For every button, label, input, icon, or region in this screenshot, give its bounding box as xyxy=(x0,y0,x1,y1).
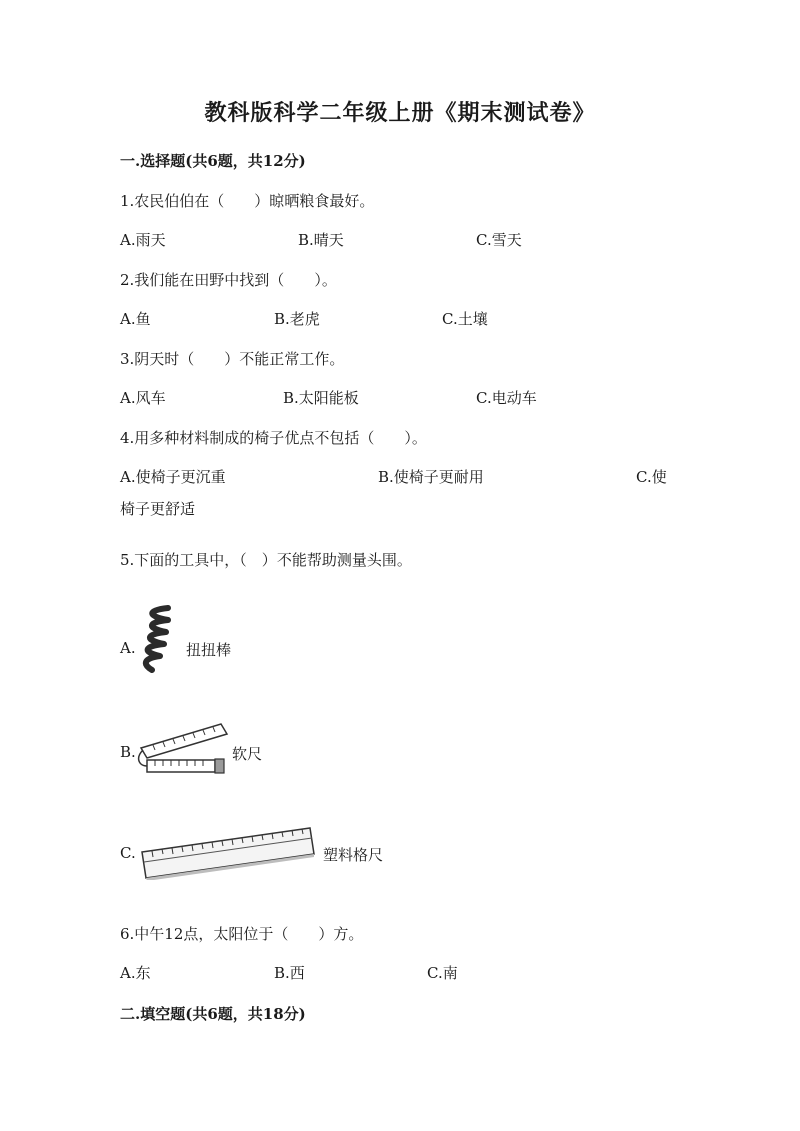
q5-option-c-letter[interactable]: C. xyxy=(120,844,136,862)
q6-option-c[interactable]: C.南 xyxy=(427,964,458,982)
page-title: 教科版科学二年级上册《期末测试卷》 xyxy=(204,100,596,126)
q5-option-a-label: 扭扭棒 xyxy=(186,641,232,659)
pipe-cleaner-icon xyxy=(138,602,180,674)
q4-option-c-continued: 椅子更舒适 xyxy=(120,500,196,518)
question-3: 3.阴天时（ ）不能正常工作。 xyxy=(120,350,345,368)
question-5: 5.下面的工具中，（ ）不能帮助测量头围。 xyxy=(120,551,412,569)
q1-option-a[interactable]: A.雨天 xyxy=(120,231,166,249)
q4-option-c[interactable]: C.使 xyxy=(636,468,667,486)
q6-option-a[interactable]: A.东 xyxy=(120,964,151,982)
question-4: 4.用多种材料制成的椅子优点不包括（ ）。 xyxy=(120,429,427,447)
q5-option-b-label: 软尺 xyxy=(232,745,263,763)
q4-option-b[interactable]: B.使椅子更耐用 xyxy=(378,468,484,486)
q4-option-a[interactable]: A.使椅子更沉重 xyxy=(120,468,226,486)
q1-option-b[interactable]: B.晴天 xyxy=(298,231,344,249)
q5-option-a-letter[interactable]: A. xyxy=(120,639,136,657)
q5-option-c-label: 塑料格尺 xyxy=(323,846,384,864)
q3-option-c[interactable]: C.电动车 xyxy=(476,389,537,407)
q2-option-c[interactable]: C.土壤 xyxy=(442,310,488,328)
question-1: 1.农民伯伯在（ ）晾晒粮食最好。 xyxy=(120,192,375,210)
section-heading-fill: 二.填空题(共6题，共18分) xyxy=(120,1005,306,1023)
q5-option-b-letter[interactable]: B. xyxy=(120,743,136,761)
tape-measure-icon xyxy=(137,720,229,776)
question-2: 2.我们能在田野中找到（ ）。 xyxy=(120,271,337,289)
q1-option-c[interactable]: C.雪天 xyxy=(476,231,522,249)
section-heading-choice: 一.选择题(共6题，共12分) xyxy=(120,152,306,170)
q3-option-a[interactable]: A.风车 xyxy=(120,389,166,407)
q3-option-b[interactable]: B.太阳能板 xyxy=(283,389,359,407)
ruler-icon xyxy=(138,824,318,880)
q6-option-b[interactable]: B.西 xyxy=(274,964,305,982)
q2-option-b[interactable]: B.老虎 xyxy=(274,310,320,328)
q2-option-a[interactable]: A.鱼 xyxy=(120,310,151,328)
question-6: 6.中午12点，太阳位于（ ）方。 xyxy=(120,925,364,943)
